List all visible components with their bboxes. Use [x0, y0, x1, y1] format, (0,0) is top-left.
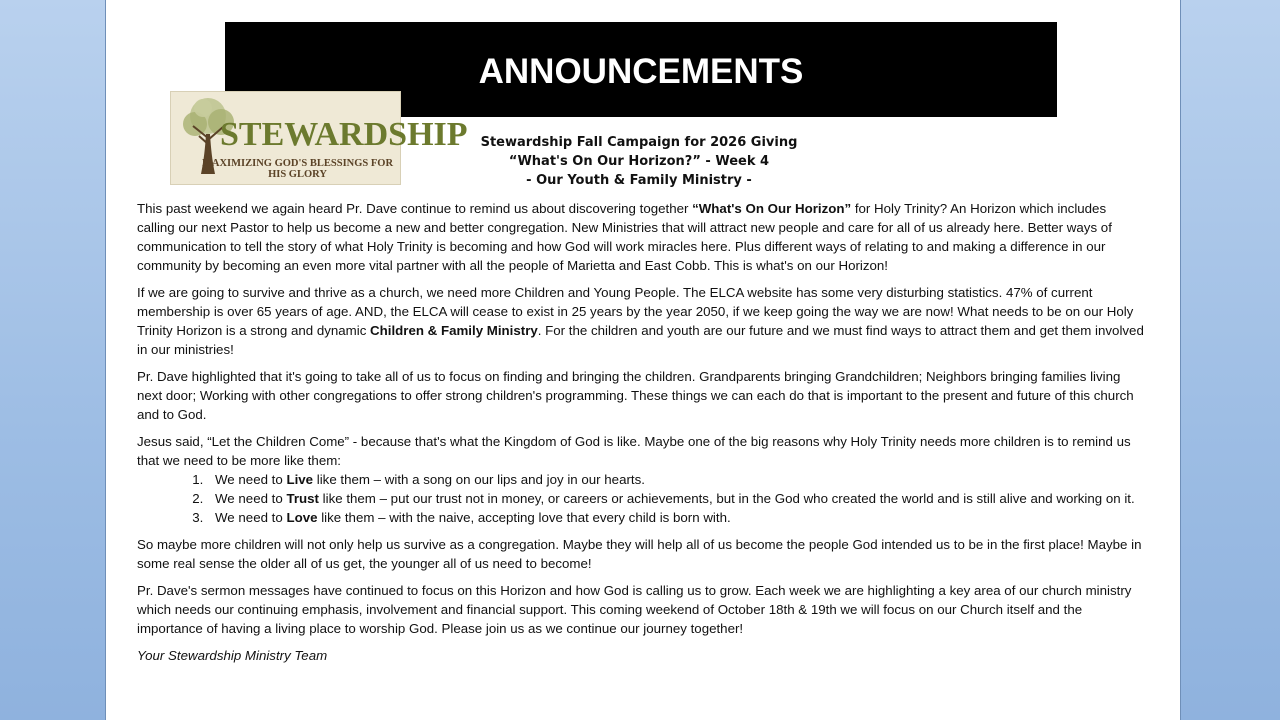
paragraph-sermon: Pr. Dave's sermon messages have continued to focus on this Horizon and how God is calling us to grow. Each week we are highlighting a key area of our church ministry which needs our continuing emphasis, involvement and financial support. This coming weekend of October 18th & 19th we will focus on our Church itself and the importance of having a living place to worship God. Please join us as we continue our journey together! — [137, 583, 1132, 636]
emphasis-text: “What's On Our Horizon” — [692, 201, 852, 216]
heading-line-1: Stewardship Fall Campaign for 2026 Giving — [480, 135, 798, 150]
paragraph-text: for Holy Trinity? An Horizon which includes calling our next Pastor to help us become a new and better congregation. New Ministries that will attract new people and care for all of us already here. Better ways of communication to tell the story of what Holy Trinity is becoming and how God will work miracles here. Plus different ways of relating to and making a difference in our community by becoming an even more vital partner with all the people of Marietta and East Cobb. This is what's on our Horizon! — [137, 201, 1112, 273]
list-bold: Love — [286, 510, 318, 525]
list-text: We need to — [215, 510, 287, 525]
paragraph-children — [137, 283, 1147, 359]
campaign-heading — [430, 133, 848, 190]
paragraph-text: . For the children and youth are our future and we must find ways to attract them and get them involved in our ministries! — [137, 323, 1144, 357]
list-item — [207, 508, 1147, 527]
banner-title: ANNOUNCEMENTS — [478, 52, 804, 91]
heading-line-2: “What's On Our Horizon?” - Week 4 — [508, 154, 770, 169]
list-item — [207, 470, 1147, 489]
paragraph-focus: Pr. Dave highlighted that it's going to take all of us to focus on finding and bringing the children. Grandparents bringing Grandchildren; Neighbors bringing families living next door; Working with other congregations to offer strong children's programming. These things we can each do that is important to the present and future of this church and to God. — [137, 369, 1134, 422]
list-text: like them – put our trust not in money, or careers or achievements, but in the God who created the world and is still alive and working on it. — [318, 491, 1135, 506]
paragraph-jesus-said: Jesus said, “Let the Children Come” - because that's what the Kingdom of God is like. Maybe one of the big reasons why Holy Trinity needs more children is to remind us that we need to be more like them: — [137, 434, 1131, 468]
list-text: We need to — [215, 491, 287, 506]
list-text: We need to — [215, 472, 287, 487]
logo-wordmark: STEWARDSHIP — [220, 116, 468, 153]
list-text: like them – with the naive, accepting love that every child is born with. — [317, 510, 731, 525]
emphasis-text: Children & Family Ministry — [370, 323, 538, 338]
logo-tagline: MAXIMIZING GOD'S BLESSINGS FOR HIS GLORY — [201, 158, 394, 180]
list-item — [207, 489, 1147, 508]
like-them-list — [137, 470, 1147, 527]
paragraph-text: If we are going to survive and thrive as a church, we need more Children and Young People. The ELCA website has some very disturbing statistics. 47% of current membership is over 65 years of age. AND, the ELCA will cease to exist in 25 years by the year 2050, if we keep going the way we are now! What needs to be on our Holy Trinity Horizon is a strong and dynamic — [137, 285, 1134, 338]
list-text: like them – with a song on our lips and joy in our hearts. — [313, 472, 645, 487]
paragraph-congregation: So maybe more children will not only help us survive as a congregation. Maybe they will help all of us become the people God intended us to be in the first place! Maybe in some real sense the older all of us get, the younger all of us need to become! — [137, 537, 1142, 571]
list-bold: Live — [286, 472, 314, 487]
left-side-panel — [0, 0, 106, 720]
paragraph-horizon — [137, 199, 1147, 275]
stewardship-logo — [170, 91, 468, 185]
paragraph-text: This past weekend we again heard Pr. Dave continue to remind us about discovering together — [137, 201, 693, 216]
list-bold: Trust — [286, 491, 319, 506]
announcement-body — [137, 199, 1147, 673]
signature: Your Stewardship Ministry Team — [137, 648, 328, 663]
heading-line-3: - Our Youth & Family Ministry - — [526, 173, 752, 188]
right-side-panel — [1180, 0, 1280, 720]
